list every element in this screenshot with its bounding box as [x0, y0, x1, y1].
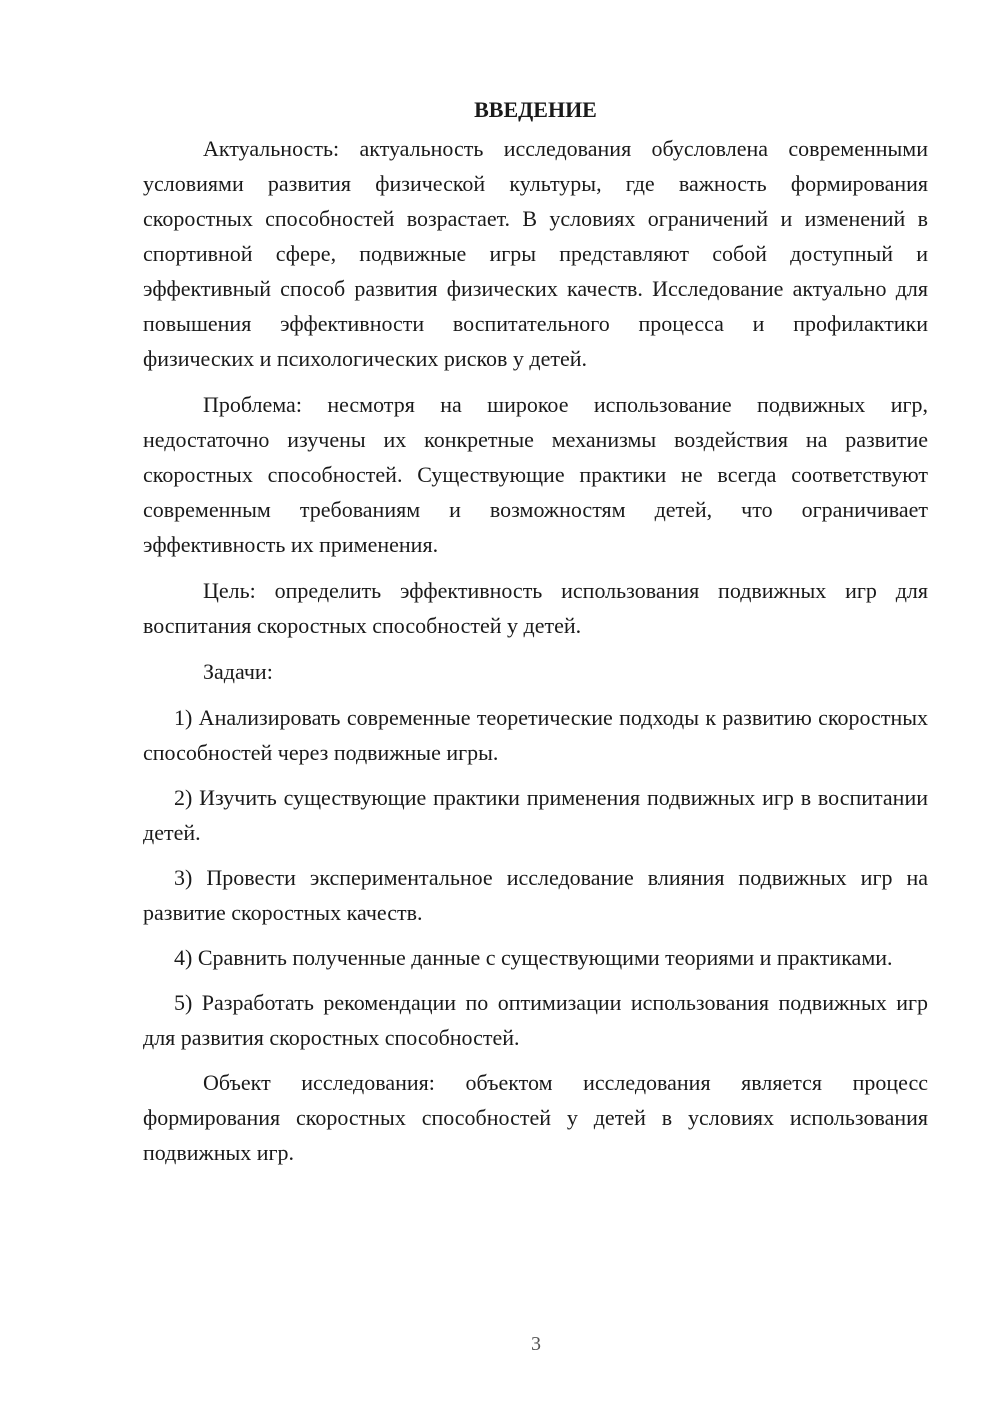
goal-paragraph: Цель: определить эффективность использования подвижных игр для воспитания скоростных способностей у детей. — [143, 578, 928, 638]
list-item: 4) Сравнить полученные данные с существующими теориями и практиками. — [174, 945, 893, 970]
page-number: 3 — [531, 1333, 541, 1355]
relevance-paragraph: Актуальность: актуальность исследования обусловлена современными условиями развития физической культуры, где важность формирования скоростных способностей возрастает. В условиях ограничений и изменений в спортивной сфере, подвижные игры представляют собой доступный и эффективный способ развития физических качеств. Исследование актуально для повышения эффективности воспитательного процесса и профилактики физических и психологических рисков у детей. — [143, 136, 928, 371]
object-paragraph: Объект исследования: объектом исследования является процесс формирования скоростных способностей у детей в условиях использования подвижных игр. — [143, 1070, 928, 1165]
list-item: 1) Анализировать современные теоретические подходы к развитию скоростных способностей через подвижные игры. — [143, 705, 928, 765]
list-item: 2) Изучить существующие практики применения подвижных игр в воспитании детей. — [143, 785, 928, 845]
tasks-heading: Задачи: — [203, 659, 273, 684]
document-page — [143, 92, 928, 1181]
problem-paragraph: Проблема: несмотря на широкое использование подвижных игр, недостаточно изучены их конкретные механизмы воздействия на развитие скоростных способностей. Существующие практики не всегда соответствуют современным требованиям и возможностям детей, что ограничивает эффективность их применения. — [143, 392, 928, 557]
page-title: ВВЕДЕНИЕ — [474, 97, 597, 122]
list-item: 3) Провести экспериментальное исследование влияния подвижных игр на развитие скоростных качеств. — [143, 865, 928, 925]
list-item: 5) Разработать рекомендации по оптимизации использования подвижных игр для развития скоростных способностей. — [143, 990, 928, 1050]
